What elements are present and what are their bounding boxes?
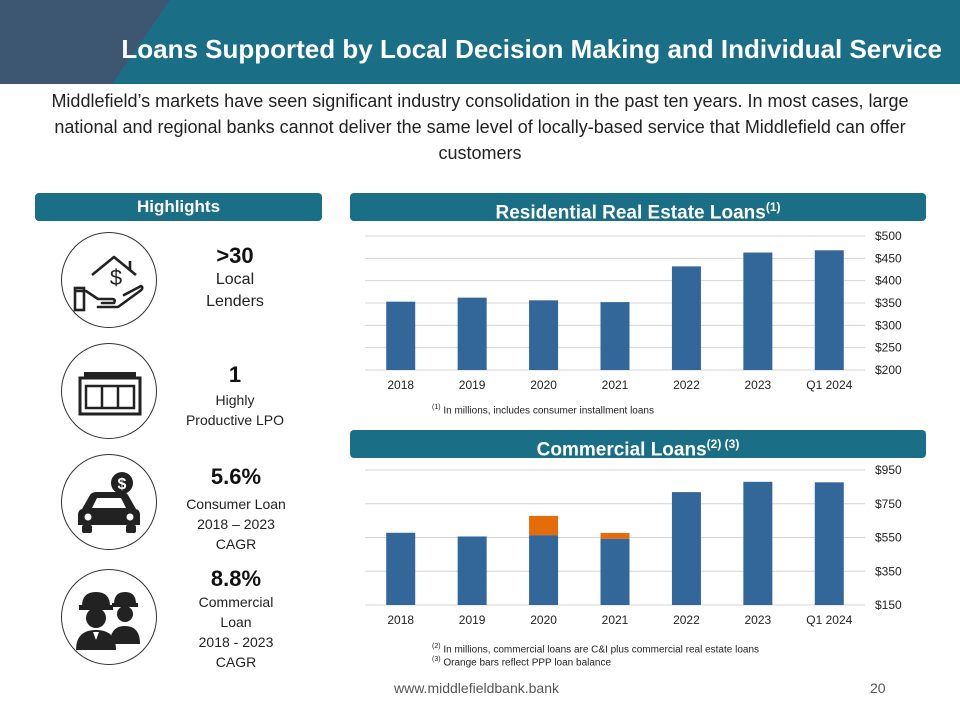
y-tick-label: $750 bbox=[875, 496, 902, 511]
bar bbox=[672, 492, 701, 605]
hand-house-dollar-icon bbox=[62, 233, 156, 327]
highlight-text-2 bbox=[176, 362, 294, 430]
footer-url[interactable]: www.middlefieldbank.bank bbox=[394, 680, 559, 696]
residential-title-note: (1) bbox=[765, 200, 781, 214]
highlight-circle-4 bbox=[61, 569, 157, 665]
footnote-mark: (2) bbox=[432, 643, 441, 650]
intro-text: Middlefield’s markets have seen significant industry consolidation in the past ten years. In most cases, large national and regional banks cannot deliver the same level of locally-based service that Middlefield can offer customers bbox=[51, 91, 909, 163]
x-tick-label: 2019 bbox=[458, 378, 486, 392]
y-tick-label: $450 bbox=[875, 251, 902, 266]
highlight-value: 8.8% bbox=[210, 566, 262, 591]
highlight-label: Highly bbox=[215, 392, 255, 408]
x-tick-label: 2020 bbox=[530, 378, 557, 392]
highlight-label: Consumer Loan bbox=[186, 496, 286, 512]
residential-footnote bbox=[432, 404, 654, 416]
bar bbox=[386, 302, 415, 370]
storefront-icon bbox=[62, 344, 156, 438]
x-tick-label: 2021 bbox=[601, 613, 629, 627]
commercial-title: Commercial Loans bbox=[536, 439, 707, 461]
bar bbox=[386, 533, 415, 605]
commercial-chart bbox=[360, 462, 920, 636]
commercial-footnote-2 bbox=[432, 656, 611, 668]
y-tick-label: $950 bbox=[875, 463, 902, 477]
highlight-circle-2 bbox=[61, 343, 157, 439]
page-title: Loans Supported by Local Decision Making and Individual Service bbox=[121, 34, 942, 64]
x-tick-label: 2023 bbox=[744, 378, 772, 392]
y-tick-label: $350 bbox=[875, 296, 902, 310]
bar bbox=[458, 298, 487, 370]
y-tick-label: $200 bbox=[875, 363, 902, 377]
highlight-text-1 bbox=[180, 243, 290, 313]
residential-title: Residential Real Estate Loans bbox=[495, 202, 766, 224]
highlight-label: 2018 – 2023 bbox=[197, 516, 275, 532]
highlight-label: Local bbox=[215, 271, 255, 288]
highlight-text-3 bbox=[176, 464, 296, 554]
bar bbox=[601, 539, 630, 605]
svg-text:$: $ bbox=[109, 265, 123, 290]
bar bbox=[672, 266, 701, 370]
x-tick-label: Q1 2024 bbox=[806, 378, 853, 392]
highlight-label: Loan bbox=[220, 614, 252, 630]
highlight-label: Commercial bbox=[198, 594, 274, 610]
bar bbox=[529, 300, 558, 370]
y-tick-label: $500 bbox=[875, 229, 902, 243]
highlight-text-4 bbox=[176, 566, 296, 672]
x-tick-label: 2020 bbox=[530, 613, 557, 627]
y-tick-label: $300 bbox=[875, 318, 902, 333]
y-tick-label: $400 bbox=[875, 273, 902, 288]
highlight-label: 2018 - 2023 bbox=[198, 634, 274, 650]
commercial-title-note: (2) (3) bbox=[706, 437, 740, 451]
footnote-text: In millions, commercial loans are C&I plus commercial real estate loans bbox=[443, 644, 760, 656]
footnote-text: In millions, includes consumer installment loans bbox=[443, 405, 654, 417]
x-tick-label: Q1 2024 bbox=[806, 613, 853, 627]
highlight-label: Lenders bbox=[206, 293, 264, 310]
highlight-circle-1 bbox=[61, 232, 157, 328]
commercial-footnote-1 bbox=[432, 643, 759, 655]
bar bbox=[815, 250, 844, 370]
bar bbox=[815, 482, 844, 605]
residential-header bbox=[350, 193, 926, 224]
svg-text:$: $ bbox=[117, 476, 127, 493]
x-tick-label: 2018 bbox=[387, 613, 415, 627]
highlight-value: 5.6% bbox=[210, 464, 262, 489]
y-tick-label: $150 bbox=[875, 598, 902, 612]
page-number: 20 bbox=[870, 680, 886, 696]
bar bbox=[529, 535, 558, 605]
footnote-mark: (3) bbox=[432, 656, 441, 663]
highlight-label: Productive LPO bbox=[185, 412, 285, 428]
highlights-header: Highlights bbox=[35, 193, 322, 221]
x-tick-label: 2022 bbox=[673, 378, 700, 392]
x-tick-label: 2023 bbox=[744, 613, 772, 627]
highlight-label: CAGR bbox=[215, 654, 257, 670]
footnote-mark: (1) bbox=[432, 404, 441, 411]
y-tick-label: $550 bbox=[875, 530, 902, 545]
bar bbox=[601, 302, 630, 370]
car-dollar-icon bbox=[62, 455, 156, 549]
bar bbox=[458, 536, 487, 605]
highlight-value: >30 bbox=[216, 243, 254, 268]
residential-chart bbox=[360, 226, 920, 402]
bar bbox=[743, 482, 772, 605]
bar bbox=[743, 253, 772, 370]
commercial-header bbox=[350, 430, 926, 461]
x-tick-label: 2018 bbox=[387, 378, 415, 392]
highlight-circle-3 bbox=[61, 454, 157, 550]
bar bbox=[529, 516, 558, 535]
footnote-text: Orange bars reflect PPP loan balance bbox=[443, 657, 612, 669]
x-tick-label: 2022 bbox=[673, 613, 700, 627]
x-tick-label: 2021 bbox=[601, 378, 629, 392]
title-bar bbox=[0, 0, 960, 84]
bar bbox=[601, 533, 630, 539]
y-tick-label: $250 bbox=[875, 340, 902, 355]
x-tick-label: 2019 bbox=[458, 613, 486, 627]
y-tick-label: $350 bbox=[875, 564, 902, 579]
workers-icon bbox=[62, 570, 156, 664]
highlight-label: CAGR bbox=[215, 536, 257, 552]
highlight-value: 1 bbox=[228, 362, 242, 387]
